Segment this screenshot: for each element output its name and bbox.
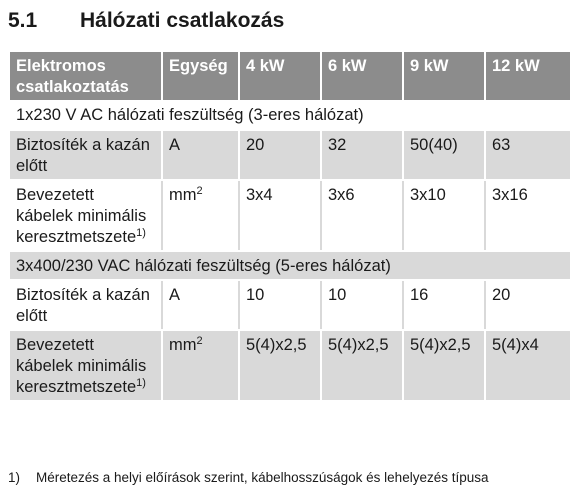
row-unit: A	[162, 280, 239, 330]
header-9kw: 9 kW	[403, 51, 485, 101]
row-unit: A	[162, 130, 239, 180]
row-label: Bevezetett kábelek minimális keresztmetszete$^{1)}$	[9, 180, 162, 251]
value-cell: 10	[239, 280, 321, 330]
header-4kw: 4 kW	[239, 51, 321, 101]
row-label: Biztosíték a kazán előtt	[9, 280, 162, 330]
value-cell: 10	[321, 280, 403, 330]
table-row	[9, 330, 571, 401]
value-cell: 3x10	[403, 180, 485, 251]
row-unit: $mm^2$	[162, 330, 239, 401]
value-cell: 5(4)x2,5	[321, 330, 403, 401]
value-cell: 5(4)x2,5	[239, 330, 321, 401]
header-12kw: 12 kW	[485, 51, 571, 101]
section-number: 5.1	[8, 9, 38, 32]
value-cell: 50(40)	[403, 130, 485, 180]
group-row-single-phase	[9, 101, 571, 130]
value-cell: 20	[485, 280, 571, 330]
footnote	[8, 470, 573, 485]
connection-table	[8, 50, 572, 402]
header-connection: Elektromos csatlakoztatás	[9, 51, 162, 101]
value-cell: 5(4)x4	[485, 330, 571, 401]
value-cell: 63	[485, 130, 571, 180]
header-unit: Egység	[162, 51, 239, 101]
table-row	[9, 180, 571, 251]
group-label: 1x230 V AC hálózati feszültség (3-eres hálózat)	[9, 101, 571, 130]
value-cell: 16	[403, 280, 485, 330]
value-cell: 20	[239, 130, 321, 180]
value-cell: 3x6	[321, 180, 403, 251]
row-label: Bevezetett kábelek minimális keresztmetszete$^{1)}$	[9, 330, 162, 401]
value-cell: 3x16	[485, 180, 571, 251]
section-heading	[8, 6, 284, 36]
row-unit: $mm^2$	[162, 180, 239, 251]
header-6kw: 6 kW	[321, 51, 403, 101]
table-row	[9, 130, 571, 180]
value-cell: 5(4)x2,5	[403, 330, 485, 401]
table-header-row	[9, 51, 571, 101]
footnote-ref: 1)	[136, 377, 146, 389]
value-cell: 32	[321, 130, 403, 180]
value-cell: 3x4	[239, 180, 321, 251]
group-row-three-phase	[9, 251, 571, 280]
footnote-number: 1)	[8, 470, 21, 485]
group-label: 3x400/230 VAC hálózati feszültség (5-eres hálózat)	[9, 251, 571, 280]
section-title: Hálózati csatlakozás	[80, 9, 285, 32]
footnote-ref: 1)	[136, 227, 146, 239]
row-label: Biztosíték a kazán előtt	[9, 130, 162, 180]
footnote-text: Méretezés a helyi előírások szerint, kábelhosszúságok és lehelyezés típusa	[36, 470, 489, 485]
table-row	[9, 280, 571, 330]
